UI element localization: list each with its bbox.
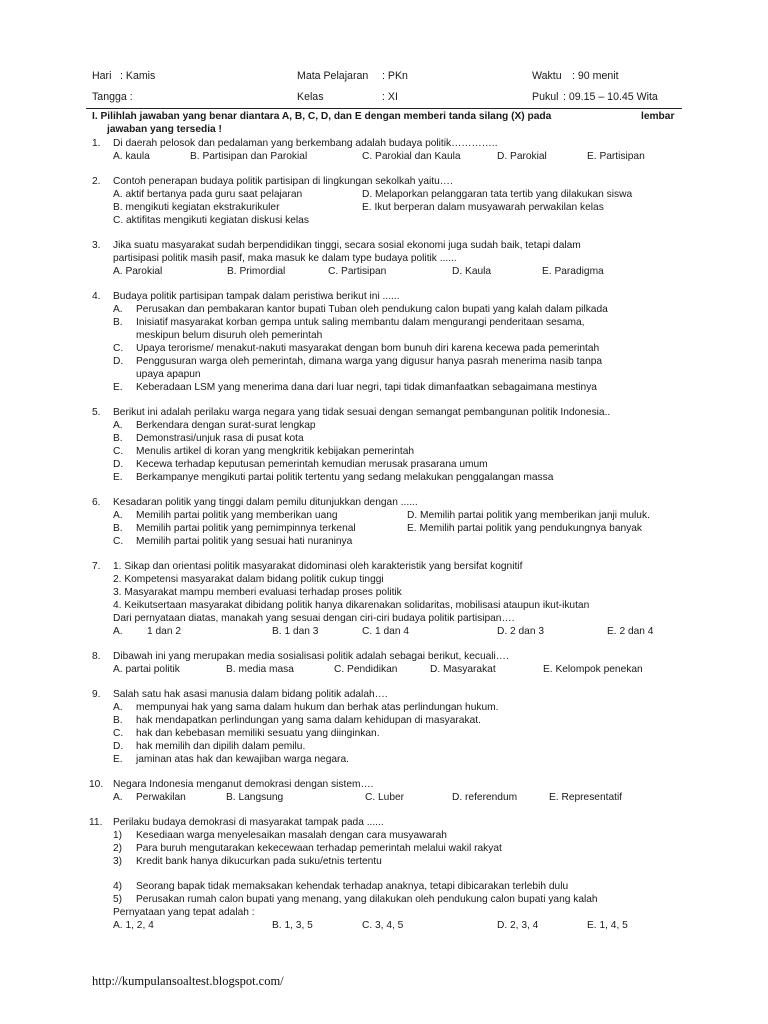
option-c: C. Pendidikan [334, 664, 398, 675]
waktu-value: : 90 menit [572, 70, 619, 82]
option-b: B. Partisipan dan Parokial [190, 151, 308, 162]
option-e-label: E. [113, 754, 123, 765]
option-d: D. Kaula [452, 266, 492, 277]
question-statement: Pernyataan yang tepat adalah : [113, 907, 255, 918]
option-e: Keberadaan LSM yang menerima dana dari luar negri, tapi tidak dimanfaatkan sebagaimana mestinya [136, 382, 597, 393]
question-text-line-1: Jika suatu masyarakat sudah berpendidikan tinggi, secara sosial ekonomi juga sudah baik, tetapi dalam [113, 240, 581, 251]
option-b: B. Langsung [226, 792, 284, 803]
question-text: Berikut ini adalah perilaku warga negara yang tidak sesuai dengan semangat pembangunan politik Indonesia.. [113, 407, 611, 418]
option-b-label: B. [113, 317, 123, 328]
tanggal-label: Tangga : [92, 91, 133, 103]
option-c-label: C. [113, 343, 124, 354]
instruction-line-2: jawaban yang tersedia ! [107, 124, 222, 135]
option-b: B. mengikuti kegiatan ekstrakurikuler [113, 202, 280, 213]
option-c: C. 1 dan 4 [362, 626, 410, 637]
option-b: hak mendapatkan perlindungan yang sama dalam kehidupan di masyarakat. [136, 715, 481, 726]
option-a: Berkendara dengan surat-surat lengkap [136, 420, 316, 431]
option-d: D. 2 dan 3 [497, 626, 545, 637]
option-a-label: A. [113, 510, 123, 521]
question-number: 5. [92, 407, 101, 418]
option-e-label: E. [113, 382, 123, 393]
option-c: C. 3, 4, 5 [362, 920, 404, 931]
mapel-value: : PKn [382, 70, 408, 82]
question-number: 4. [92, 291, 101, 302]
option-b: Memilih partai politik yang pemimpinnya terkenal [136, 523, 356, 534]
question-text: Contoh penerapan budaya politik partisipan di lingkungan sekolkah yaitu…. [113, 176, 453, 187]
question-number: 8. [92, 651, 101, 662]
item-2-label: 2) [113, 843, 123, 854]
instruction-line-1-end: lembar [641, 111, 675, 122]
option-e: E. Memilih partai politik yang pendukungnya banyak [407, 523, 643, 534]
option-c: C. aktifitas mengikuti kegiatan diskusi kelas [113, 215, 309, 226]
question-text-line-2: partisipasi politik masih pasif, maka masuk ke dalam type budaya politik ...... [113, 253, 457, 264]
option-a-label: A. [113, 702, 123, 713]
option-a-label: A. [113, 420, 123, 431]
option-a-label: A. [113, 626, 123, 637]
question-text: Di daerah pelosok dan pedalaman yang berkembang adalah budaya politik………….. [113, 138, 498, 149]
waktu-label: Waktu [532, 70, 562, 82]
question-number: 3. [92, 240, 101, 251]
option-e: E. Representatif [549, 792, 623, 803]
option-b: B. 1, 3, 5 [272, 920, 313, 931]
option-e: jaminan atas hak dan kewajiban warga negara. [136, 754, 349, 765]
option-c: Upaya terorisme/ menakut-nakuti masyarakat dengan bom bunuh diri karena kecewa pada pemerintah [136, 343, 600, 354]
option-e: E. Ikut berperan dalam musyawarah perwakilan kelas [362, 202, 604, 213]
option-d: D. referendum [452, 792, 518, 803]
option-d-line-1: Penggusuran warga oleh pemerintah, dimana warga yang digusur hanya pasrah menerima nasib tanpa [136, 356, 603, 367]
option-b-line-2: meskipun belum disuruh oleh pemerintah [136, 330, 323, 341]
footer-url: http://kumpulansoaltest.blogspot.com/ [92, 974, 284, 988]
item-1-label: 1) [113, 830, 123, 841]
question-number: 6. [92, 497, 101, 508]
question-text: Kesadaran politik yang tinggi dalam pemilu ditunjukkan dengan ...... [113, 497, 418, 508]
option-d: D. Memilih partai politik yang memberikan janji muluk. [407, 510, 650, 521]
question-number: 7. [92, 561, 101, 572]
option-a: A. partai politik [113, 664, 180, 675]
option-d-label: D. [113, 741, 124, 752]
question-number: 9. [92, 689, 101, 700]
hari-value: : Kamis [120, 70, 156, 82]
kelas-value: : XI [382, 91, 398, 103]
option-d: D. Parokial [497, 151, 547, 162]
option-b-line-1: Inisiatif masyarakat korban gempa untuk saling membantu dalam mengurangi penderitaan sesama, [136, 317, 585, 328]
option-b: B. media masa [226, 664, 294, 675]
option-b-label: B. [113, 715, 123, 726]
question-text: Dari pernyataan diatas, manakah yang sesuai dengan ciri-ciri budaya politik partisipan…. [113, 613, 515, 624]
item-4-label: 4) [113, 881, 123, 892]
item-1: Kesediaan warga menyelesaikan masalah dengan cara musyawarah [136, 830, 447, 841]
option-a: mempunyai hak yang sama dalam hukum dan berhak atas perlindungan hukum. [136, 702, 499, 713]
option-b-label: B. [113, 433, 123, 444]
option-a-label: A. [113, 304, 123, 315]
option-a: 1 dan 2 [147, 626, 181, 637]
option-e: E. 2 dan 4 [607, 626, 654, 637]
option-e-label: E. [113, 472, 123, 483]
pukul-label: Pukul [532, 91, 559, 103]
option-d: D. Melaporkan pelanggaran tata tertib yang dilakukan siswa [362, 189, 633, 200]
option-d-line-2: upaya apapun [136, 369, 201, 380]
option-e: E. Kelompok penekan [543, 664, 643, 675]
option-c-label: C. [113, 536, 124, 547]
question-text: Negara Indonesia menganut demokrasi dengan sistem…. [113, 779, 374, 790]
option-d: Kecewa terhadap keputusan pemerintah kemudian merusak prasarana umum [136, 459, 488, 470]
option-c: C. Parokial dan Kaula [362, 151, 461, 162]
option-e: E. 1, 4, 5 [587, 920, 628, 931]
instruction-line-1: I. Pilihlah jawaban yang benar diantara A, B, C, D, dan E dengan memberi tanda silang (X) pada [92, 111, 552, 122]
question-text: Salah satu hak asasi manusia dalam bidang politik adalah…. [113, 689, 388, 700]
option-a: A. kaula [113, 151, 150, 162]
option-d-label: D. [113, 459, 124, 470]
option-d: D. Masyarakat [430, 664, 496, 675]
kelas-label: Kelas [297, 91, 324, 103]
statement-3: 3. Masyarakat mampu memberi evaluasi terhadap proses politik [113, 587, 402, 598]
hari-label: Hari [92, 70, 112, 82]
option-c-label: C. [113, 446, 124, 457]
option-b: B. 1 dan 3 [272, 626, 319, 637]
option-a: A. 1, 2, 4 [113, 920, 154, 931]
option-d-label: D. [113, 356, 124, 367]
option-a: A. Parokial [113, 266, 163, 277]
option-c: Memilih partai politik yang sesuai hati nuraninya [136, 536, 353, 547]
option-d: D. 2, 3, 4 [497, 920, 539, 931]
option-a: A. aktif bertanya pada guru saat pelajaran [113, 189, 303, 200]
option-c: hak dan kebebasan memiliki sesuatu yang diinginkan. [136, 728, 380, 739]
option-b: Demonstrasi/unjuk rasa di pusat kota [136, 433, 304, 444]
question-number: 11. [89, 817, 103, 828]
item-4: Seorang bapak tidak memaksakan kehendak terhadap anaknya, tetapi dibicarakan terlebih dulu [136, 881, 569, 892]
item-5: Perusakan rumah calon bupati yang menang, yang dilakukan oleh pendukung calon bupati yang kalah [136, 894, 598, 905]
option-e: E. Partisipan [587, 151, 645, 162]
option-e: Berkampanye mengikuti partai politik tertentu yang sedang melakukan penggalangan massa [136, 472, 554, 483]
option-c-label: C. [113, 728, 124, 739]
option-a: Memilih partai politik yang memberikan uang [136, 510, 338, 521]
statement-2: 2. Kompetensi masyarakat dalam bidang politik cukup tinggi [113, 574, 384, 585]
option-a-label: A. [113, 792, 123, 803]
question-text: Perilaku budaya demokrasi di masyarakat tampak pada ...... [113, 817, 384, 828]
option-c: Menulis artikel di koran yang mengkritik kebijakan pemerintah [136, 446, 415, 457]
item-2: Para buruh mengutarakan kekecewaan terhadap pemerintah melalui wakil rakyat [136, 843, 502, 854]
item-5-label: 5) [113, 894, 123, 905]
header-divider [86, 108, 682, 109]
statement-4: 4. Keikutsertaan masyarakat dibidang politik hanya dikarenakan solidaritas, mobilisasi ataupun ikut-ikutan [113, 600, 590, 611]
statement-1: 1. Sikap dan orientasi politik masyarakat didominasi oleh karakteristik yang bersifat kognitif [113, 561, 523, 572]
item-3: Kredit bank hanya dikucurkan pada suku/etnis tertentu [136, 856, 382, 867]
option-d: hak memilih dan dipilih dalam pemilu. [136, 741, 306, 752]
option-a: Perusakan dan pembakaran kantor bupati Tuban oleh pendukung calon bupati yang kalah dalam pilkada [136, 304, 608, 315]
option-b: B. Primordial [227, 266, 286, 277]
option-e: E. Paradigma [542, 266, 604, 277]
option-c: C. Luber [365, 792, 405, 803]
pukul-value: : 09.15 – 10.45 Wita [563, 91, 658, 103]
option-b-label: B. [113, 523, 123, 534]
question-text: Budaya politik partisipan tampak dalam peristiwa berikut ini ...... [113, 291, 400, 302]
question-text: Dibawah ini yang merupakan media sosialisasi politik adalah sebagai berikut, kecuali…. [113, 651, 509, 662]
mapel-label: Mata Pelajaran [297, 70, 369, 82]
question-number: 2. [92, 176, 101, 187]
item-3-label: 3) [113, 856, 123, 867]
question-number: 1. [92, 138, 101, 149]
question-number: 10. [89, 779, 104, 790]
option-a: Perwakilan [136, 792, 186, 803]
option-c: C. Partisipan [328, 266, 387, 277]
